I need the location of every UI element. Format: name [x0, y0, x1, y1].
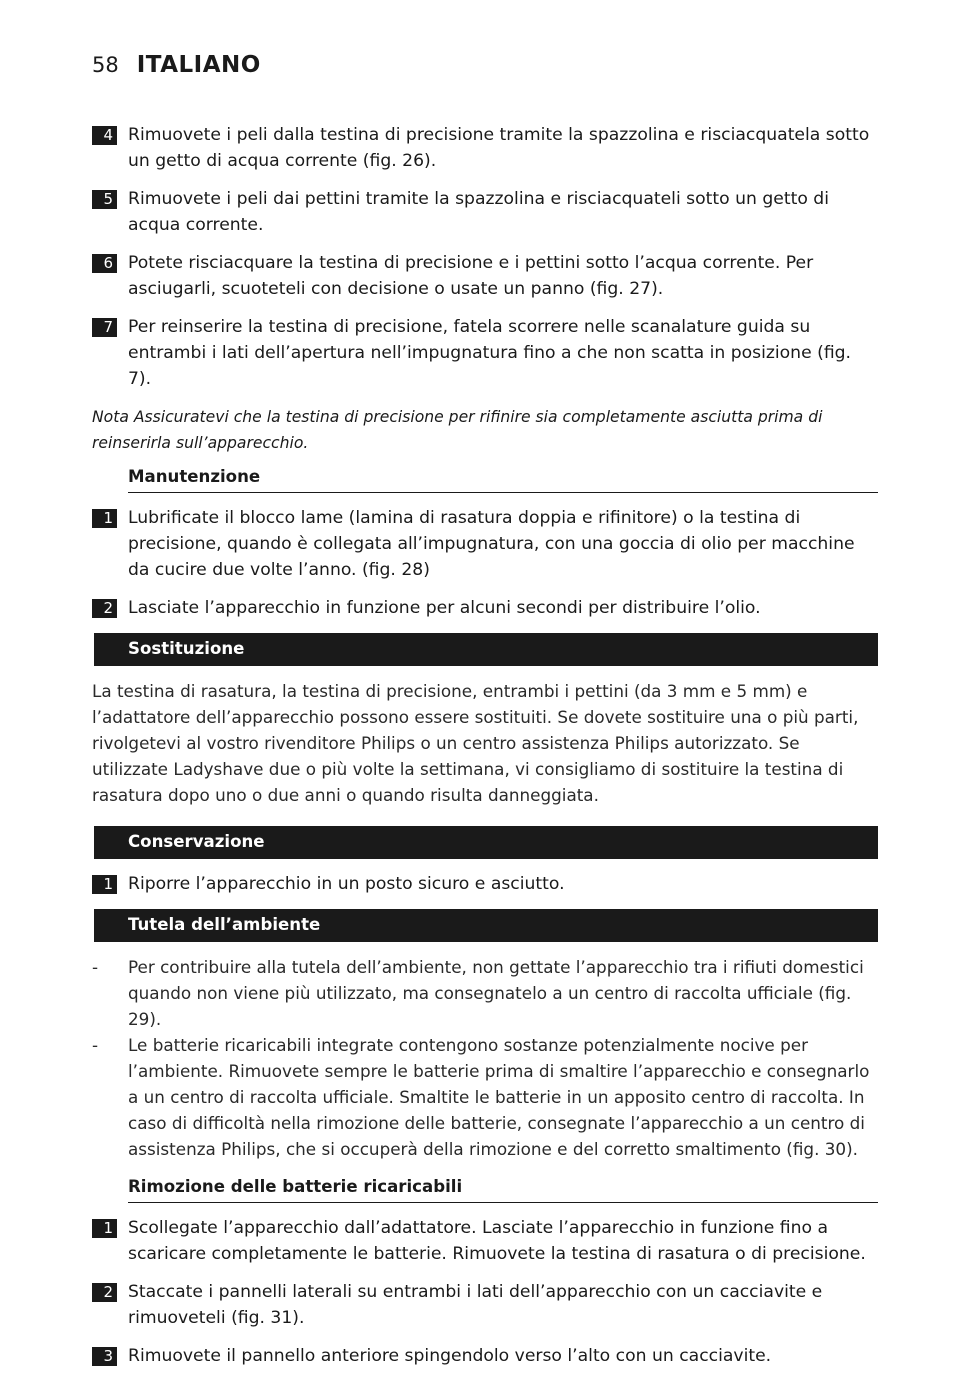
step-number-badge: 5 — [92, 190, 117, 209]
page-content — [92, 122, 878, 1381]
step-number-badge: 3 — [92, 1347, 117, 1366]
step-text: Rimuovete il pannello anteriore spingendolo verso l’alto con un cacciavite. — [128, 1346, 772, 1366]
step-text: Potete risciacquare la testina di precisione e i pettini sotto l’acqua corrente. Per asciugarli, scuoteteli con decisione o usate un panno (fig. 27). — [128, 253, 814, 299]
step-number-badge: 2 — [92, 1283, 117, 1302]
page-language-title: ITALIANO — [136, 52, 261, 78]
dash-list — [92, 954, 878, 1162]
step-text: Riporre l’apparecchio in un posto sicuro e asciutto. — [128, 874, 565, 894]
list-item-text: Per contribuire alla tutela dell’ambiente, non gettate l’apparecchio tra i rifiuti domestici quando non viene più utilizzato, ma consegnatelo a un centro di raccolta ufficiale (fig. 29). — [128, 957, 864, 1029]
step-number-badge: 4 — [92, 126, 117, 145]
step-text: Scollegate l’apparecchio dall’adattatore. Lasciate l’apparecchio in funzione fino a scaricare completamente le batterie. Rimuovete la testina di rasatura o di precisione. — [128, 1218, 866, 1264]
step-item — [92, 871, 878, 897]
step-number-badge: 1 — [92, 875, 117, 894]
step-text: Lubrificate il blocco lame (lamina di rasatura doppia e rifinitore) o la testina di precisione, quando è collegata all’impugnatura, con una goccia di olio per macchine da cucire due volte l’anno. (fig. 28) — [128, 508, 855, 580]
section-heading-conservazione: Conservazione — [94, 826, 878, 859]
step-text: Staccate i pannelli laterali su entrambi i lati dell’apparecchio con un cacciavite e rimuoveteli (fig. 31). — [128, 1282, 823, 1328]
section-heading-tutela: Tutela dell’ambiente — [94, 909, 878, 942]
step-number-badge: 2 — [92, 599, 117, 618]
section-heading-sostituzione: Sostituzione — [94, 633, 878, 666]
step-text: Lasciate l’apparecchio in funzione per alcuni secondi per distribuire l’olio. — [128, 598, 761, 618]
dash-marker: - — [92, 957, 99, 977]
step-text: Rimuovete i peli dai pettini tramite la spazzolina e risciacquateli sotto un getto di acqua corrente. — [128, 189, 829, 235]
step-number-badge: 6 — [92, 254, 117, 273]
note-text: Nota Assicuratevi che la testina di precisione per rifinire sia completamente asciutta prima di reinserirla sull’apparecchio. — [92, 408, 823, 452]
step-number-badge: 7 — [92, 318, 117, 337]
page-header — [92, 52, 261, 78]
step-item — [92, 1215, 878, 1267]
step-item — [92, 1279, 878, 1331]
step-item — [92, 250, 878, 302]
list-item — [92, 1032, 878, 1162]
list-item — [92, 954, 878, 1032]
list-item-text: Le batterie ricaricabili integrate contengono sostanze potenzialmente nocive per l’ambiente. Rimuovete sempre le batterie prima di smaltire l’apparecchio e consegnarlo a un centro di raccolta ufficiale. Smaltite le batterie in un apposito centro di raccolta. In caso di difficoltà nella rimozione delle batterie, consegnate l’apparecchio a un centro di assistenza Philips, che si occuperà della rimozione e del corretto smaltimento (fig. 30). — [128, 1035, 870, 1159]
step-item — [92, 314, 878, 392]
section-paragraph: La testina di rasatura, la testina di precisione, entrambi i pettini (da 3 mm e 5 mm) e l’adattatore dell’apparecchio possono essere sostituiti. Se dovete sostituire una o più parti, rivolgetevi al vostro rivenditore Philips o un centro assistenza Philips autorizzato. Se utilizzate Ladyshave due o più volte la settimana, vi consigliamo di sostituire la testina di rasatura dopo uno o due anni o quando risulta danneggiata. — [92, 681, 859, 805]
dash-marker: - — [92, 1035, 99, 1055]
step-number-badge: 1 — [92, 509, 117, 528]
step-item — [92, 595, 878, 621]
step-item — [92, 122, 878, 174]
step-number-badge: 1 — [92, 1219, 117, 1238]
section-heading-rimozione: Rimozione delle batterie ricaricabili — [128, 1174, 878, 1203]
step-item — [92, 505, 878, 583]
step-item — [92, 186, 878, 238]
step-item — [92, 1343, 878, 1369]
step-text: Per reinserire la testina di precisione, fatela scorrere nelle scanalature guida su entrambi i lati dell’apertura nell’impugnatura fino a che non scatta in posizione (fig. 7). — [128, 317, 852, 389]
section-heading-manutenzione: Manutenzione — [128, 464, 878, 493]
page-number: 58 — [92, 53, 119, 77]
step-text: Rimuovete i peli dalla testina di precisione tramite la spazzolina e risciacquatela sotto un getto di acqua corrente (fig. 26). — [128, 125, 870, 171]
